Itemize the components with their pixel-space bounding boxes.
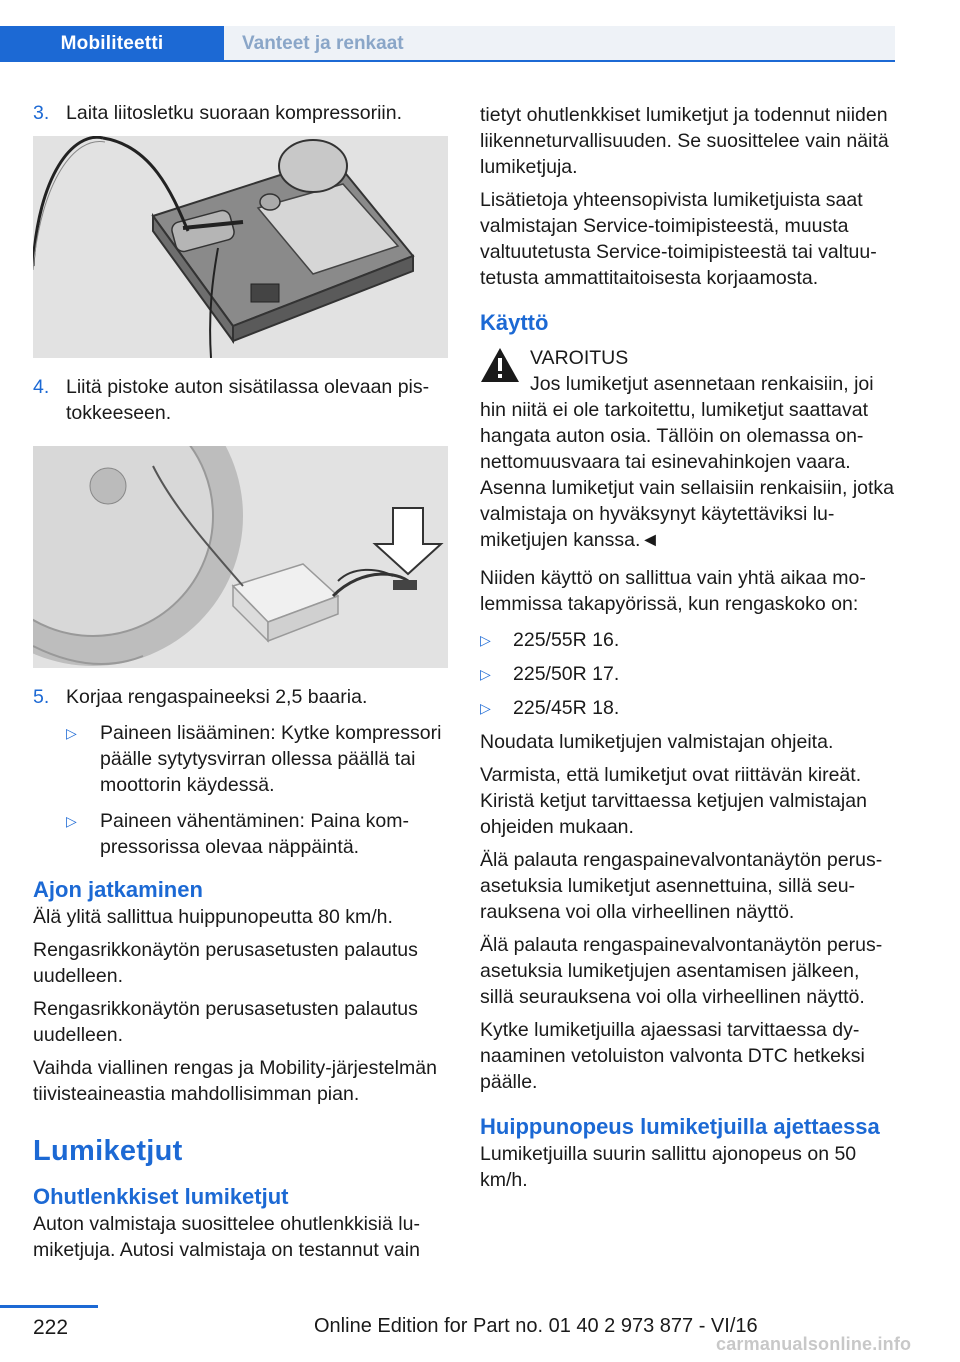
- sub-item-increase: [66, 720, 449, 798]
- watermark: carmanualsonline.info: [716, 1334, 912, 1354]
- step-number: 4.: [33, 376, 50, 398]
- triangle-bullet-icon: ▷: [480, 700, 491, 716]
- list-item: [480, 695, 895, 721]
- sub-item-decrease: [66, 808, 449, 860]
- sub-item-text: Paineen lisääminen: Kytke kompressori päälle sytytysvirran ollessa päällä tai moottorin käydessä.: [100, 722, 442, 796]
- paragraph: Varmista, että lumiketjut ovat riittävän kireät. Kiristä ketjut tarvittaessa ketjujen valmistajan ohjeiden mukaan.: [480, 764, 867, 838]
- paragraph: Kytke lumiketjuilla ajaessasi tarvittaessa dynaaminen vetoluiston valvonta DTC hetkeksi päälle.: [480, 1019, 865, 1093]
- paragraph: Rengasrikkonäytön perusasetusten palautus uudelleen.: [33, 939, 418, 987]
- section-tab-mobility[interactable]: Mobiliteetti: [0, 26, 224, 62]
- list-item: [480, 661, 895, 687]
- paragraph: Vaihda viallinen rengas ja Mobility-järjestelmän tiivisteaineastia mahdollisimman pian.: [33, 1057, 437, 1105]
- heading-fine-link-chains: Ohutlenkkiset lumiketjut: [33, 1184, 289, 1209]
- paragraph: Lisätietoja yhteensopivista lumiketjuista saat valmistajan Service-toimipisteestä, muusta valtuutetusta Service-toimipisteestä tai valtuutetusta ammattitaitoisesta korjaamosta.: [480, 189, 877, 289]
- heading-continue-driving: Ajon jatkaminen: [33, 877, 203, 902]
- triangle-bullet-icon: ▷: [66, 813, 77, 829]
- paragraph: Rengasrikkonäytön perusasetusten palautus uudelleen.: [33, 998, 418, 1046]
- section-tab-wheels-tyres[interactable]: Vanteet ja renkaat: [224, 26, 895, 62]
- step-text: Laita liitosletku suoraan kompressoriin.: [66, 102, 402, 124]
- paragraph: Lumiketjuilla suurin sallittu ajonopeus on 50 km/h.: [480, 1143, 857, 1191]
- page-number: 222: [33, 1316, 69, 1339]
- edition-note: Online Edition for Part no. 01 40 2 973 877 - VI/16: [314, 1315, 758, 1337]
- header-divider: [0, 60, 895, 62]
- socket-connection-illustration: [33, 446, 448, 668]
- triangle-bullet-icon: ▷: [480, 632, 491, 648]
- step-4: [33, 374, 449, 426]
- paragraph: Älä palauta rengaspainevalvontanäytön perusasetuksia lumiketjujen asentamisen jälkeen, sillä seurauksena voi olla virheellinen näyttö.: [480, 934, 883, 1008]
- heading-snow-chains: Lumiketjut: [33, 1135, 183, 1167]
- step-number: 3.: [33, 102, 50, 124]
- step-text: Liitä pistoke auton sisätilassa olevaan pistokkeeseen.: [66, 376, 430, 424]
- right-column: [480, 102, 895, 1200]
- sub-item-text: Paineen vähentäminen: Paina kompressorissa olevaa näppäintä.: [100, 810, 409, 858]
- paragraph: Niiden käyttö on sallittua vain yhtä aikaa molemmissa takapyörissä, kun rengaskoko on:: [480, 567, 866, 615]
- page-header: [0, 0, 895, 62]
- warning-text-first: Jos lumiketjut asennetaan renkaisiin, joi: [530, 373, 874, 395]
- paragraph: tietyt ohutlenkkiset lumiketjut ja todennut niiden liikenneturvallisuuden. Se suosittelee vain näitä lumiketjuja.: [480, 104, 889, 178]
- triangle-bullet-icon: ▷: [480, 666, 491, 682]
- step-3: [33, 100, 449, 126]
- step-text: Korjaa rengaspaineeksi 2,5 baaria.: [66, 686, 368, 708]
- footer-divider: [0, 1305, 98, 1308]
- paragraph: Auton valmistaja suosittelee ohutlenkkisiä lumiketjuja. Autosi valmistaja on testannut vain: [33, 1213, 420, 1261]
- warning-triangle-icon: [480, 347, 520, 383]
- paragraph: Noudata lumiketjujen valmistajan ohjeita.: [480, 731, 834, 753]
- compressor-hose-illustration: [33, 136, 448, 358]
- left-column: [33, 100, 449, 1270]
- paragraph: Älä ylitä sallittua huippunopeutta 80 km/h.: [33, 906, 393, 928]
- warning-text: hin niitä ei ole tarkoitettu, lumiketjut saattavat hangata auton osia. Tällöin on olemassa onnettomuusvaara tai esinevahinkojen vaara. Asenna lumiketjut vain sellaisiin renkaisiin, jotka valmistaja on hyväksynyt käytettäviksi lumiketjujen kanssa.◄: [480, 399, 895, 551]
- step-number: 5.: [33, 686, 50, 708]
- list-item: [480, 627, 895, 653]
- heading-max-speed-chains: Huippunopeus lumiketjuilla ajettaessa: [480, 1114, 880, 1139]
- list-item-text: 225/55R 16.: [513, 629, 620, 651]
- list-item-text: 225/45R 18.: [513, 697, 620, 719]
- triangle-bullet-icon: ▷: [66, 725, 77, 741]
- warning-block: [480, 345, 895, 553]
- list-item-text: 225/50R 17.: [513, 663, 620, 685]
- heading-usage: Käyttö: [480, 310, 549, 335]
- warning-title: VAROITUS: [530, 347, 629, 369]
- paragraph: Älä palauta rengaspainevalvontanäytön perusasetuksia lumiketjut asennettuina, sillä seurauksena voi olla virheellinen näyttö.: [480, 849, 883, 923]
- step-5: [33, 684, 449, 710]
